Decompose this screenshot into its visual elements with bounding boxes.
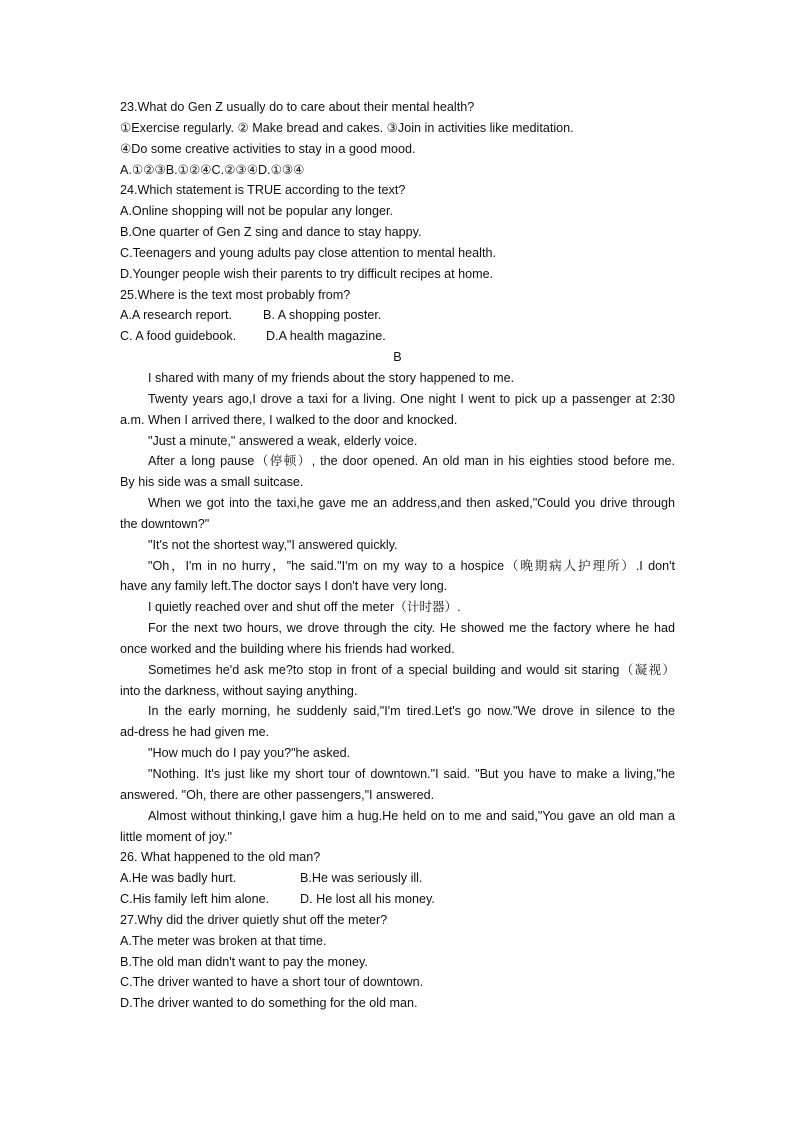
passage-line: I quietly reached over and shut off the meter（计时器）. [148, 600, 461, 615]
question-25-options-row-1 [120, 305, 675, 326]
question-25-option-a: A.A research report. [120, 308, 232, 323]
question-23-items-2: ④Do some creative activities to stay in a good mood. [120, 141, 416, 156]
question-25-options-row-2 [120, 326, 675, 347]
question-25-option-d: D.A health magazine. [266, 329, 386, 344]
question-27-option-d: D.The driver wanted to do something for the old man. [120, 996, 418, 1011]
passage-line: "Oh，I'm in no hurry，"he said."I'm on my way to a hospice（晚期病人护理所）.I don't [148, 558, 675, 573]
passage-line: After a long pause（停顿）, the door opened. An old man in his eighties stood before me. [148, 454, 675, 469]
question-26-options-row-2 [120, 889, 675, 910]
passage-line: once worked and the building where his friends had worked. [120, 641, 455, 656]
question-25-option-c: C. A food guidebook. [120, 329, 237, 344]
question-26-option-b: B.He was seriously ill. [300, 871, 423, 886]
passage-line: little moment of joy." [120, 829, 233, 844]
page-content [120, 97, 675, 1014]
question-23-items-1: ①Exercise regularly. ② Make bread and cakes. ③Join in activities like meditation. [120, 120, 574, 135]
question-26: 26. What happened to the old man? [120, 850, 321, 865]
passage-line: "Nothing. It's just like my short tour of downtown."I said. "But you have to make a living,"he [148, 767, 675, 781]
passage-line: For the next two hours, we drove through the city. He showed me the factory where he had [148, 621, 675, 636]
question-24-option-b: B.One quarter of Gen Z sing and dance to stay happy. [120, 225, 422, 240]
question-23: 23.What do Gen Z usually do to care about their mental health? [120, 100, 475, 114]
passage-line: "Just a minute," answered a weak, elderly voice. [148, 433, 418, 448]
question-26-option-d: D. He lost all his money. [300, 892, 435, 907]
passage-line: ad-dress he had given me. [120, 725, 270, 740]
question-26-options-row-1 [120, 868, 675, 889]
passage-line: I shared with many of my friends about the story happened to me. [148, 370, 515, 385]
passage-line: "How much do I pay you?"he asked. [148, 746, 351, 761]
passage-line: "It's not the shortest way,"I answered quickly. [148, 537, 398, 552]
passage-line: Almost without thinking,I gave him a hug.He held on to me and said,"You gave an old man a [148, 808, 675, 823]
question-27-option-c: C.The driver wanted to have a short tour of downtown. [120, 975, 424, 990]
question-27-option-a: A.The meter was broken at that time. [120, 933, 327, 948]
question-23-options: A.①②③B.①②④C.②③④D.①③④ [120, 162, 305, 177]
passage-line: Twenty years ago,I drove a taxi for a living. One night I went to pick up a passenger at 2:30 [148, 391, 675, 406]
question-24-option-a: A.Online shopping will not be popular any longer. [120, 204, 394, 219]
passage-line: By his side was a small suitcase. [120, 475, 304, 490]
question-24-option-d: D.Younger people wish their parents to try difficult recipes at home. [120, 266, 494, 281]
passage-line: a.m. When I arrived there, I walked to the door and knocked. [120, 412, 458, 427]
passage-line: have any family left.The doctor says I don't have very long. [120, 579, 448, 594]
passage-line: answered. "Oh, there are other passengers,"I answered. [120, 787, 435, 802]
question-24: 24.Which statement is TRUE according to the text? [120, 183, 406, 198]
passage-heading: B [393, 350, 402, 365]
question-27-option-b: B.The old man didn't want to pay the money. [120, 954, 368, 969]
passage-line: Sometimes he'd ask me?to stop in front of a special building and would sit staring（凝视） [148, 662, 675, 677]
passage-line: the downtown?" [120, 516, 210, 531]
question-24-option-c: C.Teenagers and young adults pay close attention to mental health. [120, 245, 496, 260]
question-25: 25.Where is the text most probably from? [120, 287, 351, 302]
passage-line: When we got into the taxi,he gave me an address,and then asked,"Could you drive through [148, 496, 675, 511]
question-25-option-b: B. A shopping poster. [263, 308, 382, 323]
question-27: 27.Why did the driver quietly shut off the meter? [120, 912, 388, 927]
passage-line: into the darkness, without saying anything. [120, 683, 358, 698]
passage-line: In the early morning, he suddenly said,"I'm tired.Let's go now."We drove in silence to the [148, 704, 675, 719]
question-26-option-c: C.His family left him alone. [120, 892, 270, 907]
question-26-option-a: A.He was badly hurt. [120, 871, 237, 886]
